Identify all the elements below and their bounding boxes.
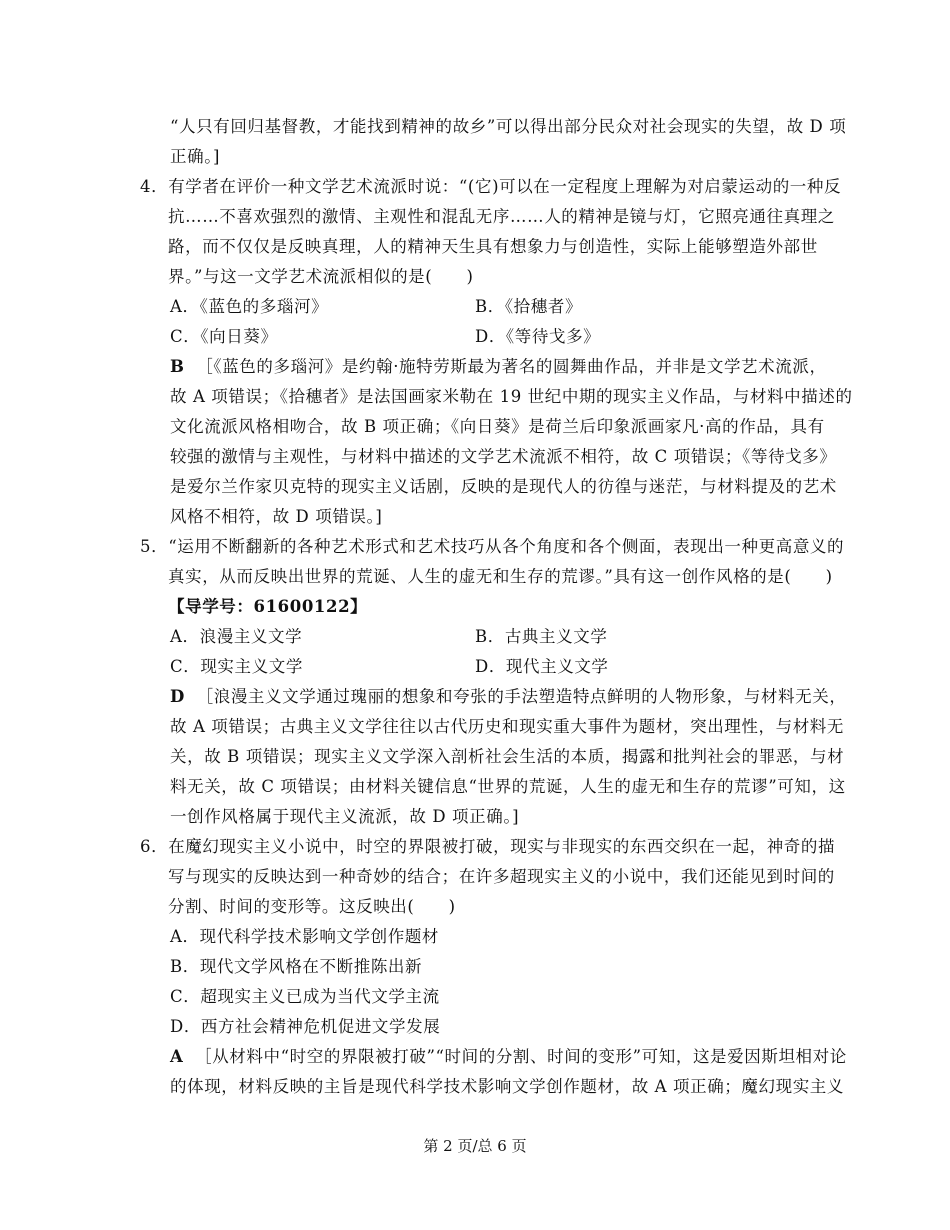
q4-option-b: B．《拾穗者》	[475, 297, 583, 316]
q4-answer-line-1	[170, 356, 827, 378]
q6-answer-line-1	[170, 1046, 847, 1068]
q6-answer-line-2: 的体现，材料反映的主旨是现代科学技术影响文学创作题材，故 A 项正确；魔幻现实主义	[170, 1077, 845, 1096]
q5-answer-first: ［浪漫主义文学通过瑰丽的想象和夸张的手法塑造特点鲜明的人物形象，与材料无关，	[196, 687, 847, 706]
q4-answer-line-2: 故 A 项错误；《拾穗者》是法国画家米勒在 19 世纪中期的现实主义作品，与材料中描述的	[170, 387, 853, 406]
q5-option-b: B．古典主义文学	[475, 627, 608, 646]
q6-option-c: C．超现实主义已成为当代文学主流	[170, 987, 440, 1006]
q4-answer-line-6: 风格不相符，故 D 项错误。]	[170, 507, 383, 526]
q4-answer-letter: B	[170, 357, 185, 376]
q4-answer-line-5: 是爱尔兰作家贝克特的现实主义话剧，反映的是现代人的彷徨与迷茫，与材料提及的艺术	[170, 477, 837, 496]
q5-answer-line-4: 料无关，故 C 项错误；由材料关键信息“世界的荒诞，人生的虚无和生存的荒谬”可知，这	[170, 777, 846, 796]
q4-stem-line-4: 界。”与这一文学艺术流派相似的是( )	[168, 267, 474, 286]
q5-answer-line-1	[170, 686, 846, 708]
q3-answer-line-1: “人只有回归基督教，才能找到精神的故乡”可以得出部分民众对社会现实的失望，故 D 项	[170, 117, 847, 136]
q5-guide-number: 【导学号：61600122】	[168, 597, 368, 616]
q6-stem-line-2: 写与现实的反映达到一种奇妙的结合；在许多超现实主义的小说中，我们还能见到时间的	[168, 867, 835, 886]
q4-answer-first: ［《蓝色的多瑙河》是约翰·施特劳斯最为著名的圆舞曲作品，并非是文学艺术流派，	[196, 357, 827, 376]
q5-option-d: D．现代主义文学	[475, 657, 609, 676]
q4-stem-line-2: 抗……不喜欢强烈的激情、主观性和混乱无序……人的精神是镜与灯，它照亮通往真理之	[168, 207, 835, 226]
q5-answer-line-3: 关，故 B 项错误；现实主义文学深入剖析社会生活的本质，揭露和批判社会的罪恶，与材	[170, 747, 845, 766]
q5-answer-line-2: 故 A 项错误；古典主义文学往往以古代历史和现实重大事件为题材，突出理性，与材料无	[170, 717, 845, 736]
page-footer: 第 2 页/总 6 页	[423, 1137, 527, 1155]
q5-option-a: A．浪漫主义文学	[170, 627, 303, 646]
q4-stem-line-1: 4．有学者在评价一种文学艺术流派时说：“(它)可以在一定程度上理解为对启蒙运动的一种反	[140, 177, 842, 196]
q4-option-a: A．《蓝色的多瑙河》	[170, 297, 329, 316]
q5-option-c: C．现实主义文学	[170, 657, 303, 676]
q4-answer-line-3: 文化流派风格相吻合，故 B 项正确；《向日葵》是荷兰后印象派画家凡·高的作品，具有	[170, 417, 825, 436]
q6-option-d: D．西方社会精神危机促进文学发展	[170, 1017, 441, 1036]
q3-answer-line-2: 正确。]	[170, 147, 221, 166]
q5-stem-line-1: 5．“运用不断翻新的各种艺术形式和艺术技巧从各个角度和各个侧面，表现出一种更高意义的	[140, 537, 845, 556]
q5-answer-line-5: 一创作风格属于现代主义流派，故 D 项正确。]	[170, 807, 520, 826]
q6-stem-line-1: 6．在魔幻现实主义小说中，时空的界限被打破，现实与非现实的东西交织在一起，神奇的描	[140, 837, 836, 856]
q6-option-a: A．现代科学技术影响文学创作题材	[170, 927, 440, 946]
q6-answer-first: ［从材料中“时空的界限被打破”“时间的分割、时间的变形”可知，这是爱因斯坦相对论	[195, 1047, 847, 1066]
q4-stem-line-3: 路，而不仅仅是反映真理，人的精神天生具有想象力与创造性，实际上能够塑造外部世	[168, 237, 818, 256]
q5-stem-line-2: 真实，从而反映出世界的荒诞、人生的虚无和生存的荒谬。”具有这一创作风格的是( )	[168, 567, 833, 586]
q6-option-b: B．现代文学风格在不断推陈出新	[170, 957, 423, 976]
q6-answer-letter: A	[170, 1047, 184, 1066]
q6-stem-line-3: 分割、时间的变形等。这反映出( )	[168, 897, 456, 916]
q4-option-d: D．《等待戈多》	[475, 327, 601, 346]
q4-answer-line-4: 较强的激情与主观性，与材料中描述的文学艺术流派不相符，故 C 项错误；《等待戈多》	[170, 447, 837, 466]
q4-option-c: C．《向日葵》	[170, 327, 278, 346]
q5-answer-letter: D	[170, 687, 185, 706]
